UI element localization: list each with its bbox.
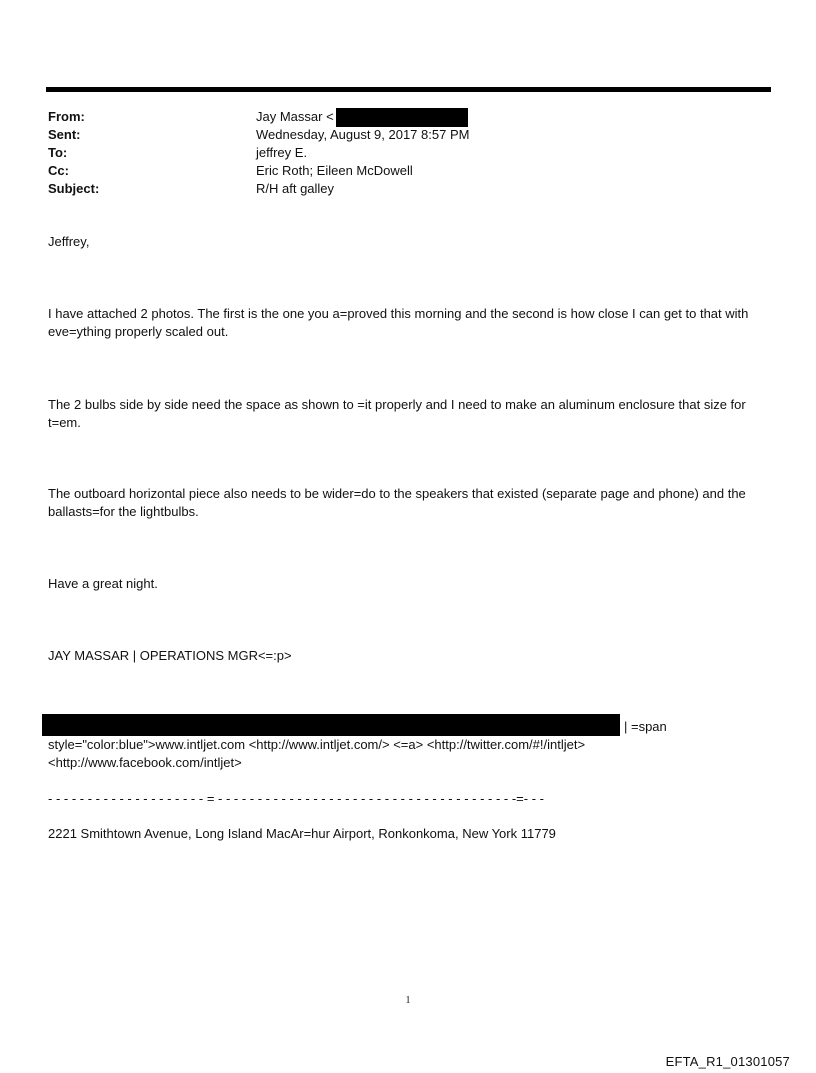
signature: JAY MASSAR | OPERATIONS MGR<=:p> (48, 648, 292, 663)
redaction-bar (42, 714, 620, 736)
header-rule (46, 87, 771, 92)
body-paragraph-2: The 2 bulbs side by side need the space as shown to =it properly and I need to make an aluminum enclosure that size for t=em. (48, 397, 746, 430)
bates-number: EFTA_R1_01301057 (665, 1054, 790, 1069)
links-line-1: style="color:blue">www.intljet.com <http://www.intljet.com/> <=a> <http://twitter.com/#!/intljet> (48, 737, 586, 752)
greeting: Jeffrey, (48, 234, 90, 249)
from-label: From: (48, 109, 85, 124)
span-tail-text: | =span (624, 719, 667, 734)
sent-label: Sent: (48, 127, 81, 142)
to-label: To: (48, 145, 68, 160)
cc-label: Cc: (48, 163, 69, 178)
cc-value: Eric Roth; Eileen McDowell (256, 163, 413, 178)
page-number: 1 (405, 995, 411, 1006)
subject-label: Subject: (48, 181, 100, 196)
from-value (256, 108, 468, 127)
subject-value: R/H aft galley (256, 181, 335, 196)
body-paragraph-4: Have a great night. (48, 576, 158, 591)
address-line: 2221 Smithtown Avenue, Long Island MacAr=hur Airport, Ronkonkoma, New York 11779 (48, 826, 556, 841)
from-name: Jay Massar < (256, 109, 334, 124)
to-value: jeffrey E. (256, 145, 308, 160)
body-paragraph-1: I have attached 2 photos. The first is the one you a=proved this morning and the second is how close I can get to that with eve=ything properly scaled out. (48, 306, 749, 339)
sent-value: Wednesday, August 9, 2017 8:57 PM (256, 127, 470, 142)
redaction-box (336, 108, 468, 127)
links-line-2: <http://www.facebook.com/intljet> (48, 755, 242, 770)
dash-separator: - - - - - - - - - - - - - - - - - - - - = - - - - - - - - - - - - - - - - - - - - - - - - - - - - - - - - - - - - - -=- - - (48, 791, 544, 806)
body-paragraph-3: The outboard horizontal piece also needs to be wider=do to the speakers that existed (separate page and phone) and the ballasts=for the lightbulbs. (48, 486, 746, 519)
